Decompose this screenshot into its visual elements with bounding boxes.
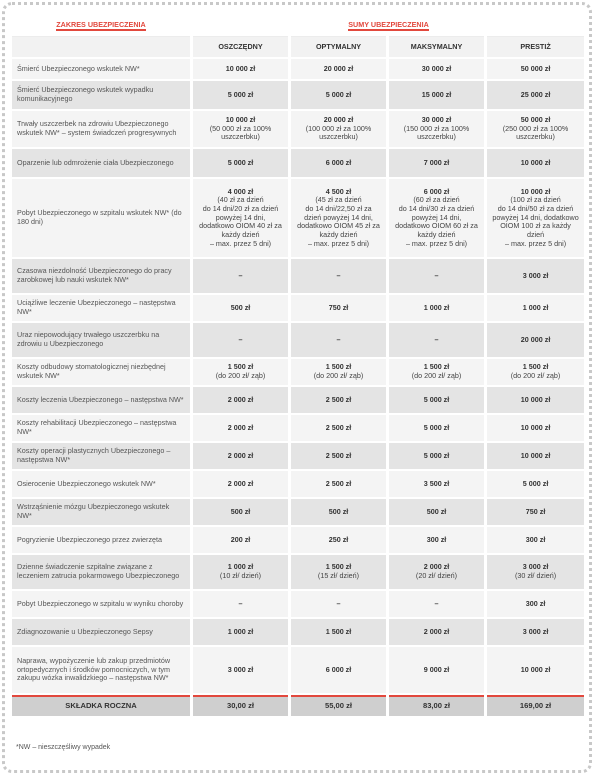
total-label: SKŁADKA ROCZNA — [12, 695, 190, 716]
row-label: Zdiagnozowanie u Ubezpieczonego Sepsy — [12, 619, 190, 645]
cell-value: 4 000 zł (40 zł za dzień do 14 dni/20 zł za dzień powyżej 14 dni, dodatkowo OIOM 40 zł za każdy dzień – max. przez 5 dni) — [193, 179, 288, 257]
cell-value: 750 zł — [291, 295, 386, 321]
cell-value: 25 000 zł — [487, 81, 584, 109]
cell-value: 2 000 zł — [193, 387, 288, 413]
cell-value: 10 000 zł — [487, 149, 584, 177]
footnote: *NW – nieszczęśliwy wypadek — [16, 744, 111, 751]
cell-value: 1 000 zł — [193, 619, 288, 645]
cell-value: 500 zł — [389, 499, 484, 525]
cell-value: – — [389, 259, 484, 293]
cell-value: 6 000 zł — [291, 149, 386, 177]
cell-value: 3 000 zł — [193, 647, 288, 693]
cell-value: 20 000 zł (100 000 zł za 100% uszczerbku) — [291, 111, 386, 147]
cell-value: 10 000 zł — [487, 387, 584, 413]
cell-value: 500 zł — [193, 499, 288, 525]
row-label: Śmierć Ubezpieczonego wskutek wypadku komunikacyjnego — [12, 81, 190, 109]
row-label: Pogryzienie Ubezpieczonego przez zwierzęta — [12, 527, 190, 553]
cell-value: 7 000 zł — [389, 149, 484, 177]
cell-value: 15 000 zł — [389, 81, 484, 109]
cell-value: 500 zł — [193, 295, 288, 321]
cell-value: – — [291, 259, 386, 293]
cell-value: 1 500 zł (do 200 zł/ ząb) — [291, 359, 386, 385]
cell-value: 250 zł — [291, 527, 386, 553]
cell-value: 300 zł — [487, 591, 584, 617]
total-value: 83,00 zł — [389, 695, 484, 716]
header-blank — [12, 36, 190, 57]
row-label: Śmierć Ubezpieczonego wskutek NW* — [12, 59, 190, 79]
table-row — [12, 555, 584, 589]
table-row — [12, 295, 584, 321]
cell-value: 10 000 zł — [487, 647, 584, 693]
cell-value: 1 000 zł — [389, 295, 484, 321]
cell-value: 1 500 zł (do 200 zł/ ząb) — [193, 359, 288, 385]
cell-value: 2 500 zł — [291, 415, 386, 441]
row-label: Koszty rehabilitacji Ubezpieczonego – następstwa NW* — [12, 415, 190, 441]
cell-value: 5 000 zł — [487, 471, 584, 497]
cell-value: 20 000 zł — [291, 59, 386, 79]
cell-value: 300 zł — [487, 527, 584, 553]
insurance-table — [12, 14, 584, 718]
cell-value: 3 000 zł (30 zł/ dzień) — [487, 555, 584, 589]
table-row — [12, 443, 584, 469]
row-label: Wstrząśnienie mózgu Ubezpieczonego wskutek NW* — [12, 499, 190, 525]
cell-value: 2 000 zł (20 zł/ dzień) — [389, 555, 484, 589]
cell-value: 1 500 zł (do 200 zł/ ząb) — [389, 359, 484, 385]
table-row — [12, 471, 584, 497]
table-row — [12, 415, 584, 441]
cell-value: 9 000 zł — [389, 647, 484, 693]
cell-value: 2 000 zł — [193, 415, 288, 441]
cell-value: 1 500 zł (15 zł/ dzień) — [291, 555, 386, 589]
row-label: Naprawa, wypożyczenie lub zakup przedmiotów ortopedycznych i środków pomocniczych, w tym zakupu wózka inwalidzkiego – następstwa NW* — [12, 647, 190, 693]
cell-value: 3 000 zł — [487, 619, 584, 645]
cell-value: 2 500 zł — [291, 387, 386, 413]
row-label: Koszty operacji plastycznych Ubezpieczonego – następstwa NW* — [12, 443, 190, 469]
cell-value: 5 000 zł — [193, 81, 288, 109]
table-row — [12, 81, 584, 109]
cell-value: 750 zł — [487, 499, 584, 525]
table-row — [12, 647, 584, 693]
cell-value: 10 000 zł (50 000 zł za 100% uszczerbku) — [193, 111, 288, 147]
cell-value: 2 000 zł — [389, 619, 484, 645]
cell-value: 20 000 zł — [487, 323, 584, 357]
cell-value: 1 500 zł — [291, 619, 386, 645]
table-row — [12, 387, 584, 413]
table-row — [12, 323, 584, 357]
cell-value: 5 000 zł — [389, 387, 484, 413]
row-label: Koszty leczenia Ubezpieczonego – następstwa NW* — [12, 387, 190, 413]
cell-value: – — [291, 323, 386, 357]
total-row — [12, 695, 584, 716]
cell-value: 10 000 zł — [487, 443, 584, 469]
cell-value: 200 zł — [193, 527, 288, 553]
cell-value: – — [389, 323, 484, 357]
cell-value: – — [193, 591, 288, 617]
cell-value: 5 000 zł — [389, 443, 484, 469]
col-header: OSZCZĘDNY — [193, 36, 288, 57]
cell-value: 5 000 zł — [389, 415, 484, 441]
cell-value: 5 000 zł — [193, 149, 288, 177]
cell-value: 4 500 zł (45 zł za dzień do 14 dni/22,50 zł za dzień powyżej 14 dni, dodatkowo OIOM 45 zł za każdy dzień – max. przez 5 dni) — [291, 179, 386, 257]
table-row — [12, 591, 584, 617]
cell-value: – — [389, 591, 484, 617]
table-row — [12, 179, 584, 257]
cell-value: – — [193, 259, 288, 293]
cell-value: 2 500 zł — [291, 471, 386, 497]
table-row — [12, 149, 584, 177]
table-row — [12, 59, 584, 79]
cell-value: 3 000 zł — [487, 259, 584, 293]
cell-value: 500 zł — [291, 499, 386, 525]
row-label: Trwały uszczerbek na zdrowiu Ubezpieczonego wskutek NW* – system świadczeń progresywnych — [12, 111, 190, 147]
cell-value: 300 zł — [389, 527, 484, 553]
row-label: Koszty odbudowy stomatologicznej niezbędnej wskutek NW* — [12, 359, 190, 385]
cell-value: 1 500 zł (do 200 zł/ ząb) — [487, 359, 584, 385]
cell-value: 2 000 zł — [193, 471, 288, 497]
col-header: OPTYMALNY — [291, 36, 386, 57]
row-label: Oparzenie lub odmrożenie ciała Ubezpieczonego — [12, 149, 190, 177]
table-row — [12, 259, 584, 293]
row-label: Uciążliwe leczenie Ubezpieczonego – następstwa NW* — [12, 295, 190, 321]
row-label: Pobyt Ubezpieczonego w szpitalu wskutek NW* (do 180 dni) — [12, 179, 190, 257]
row-label: Uraz niepowodujący trwałego uszczerbku na zdrowiu u Ubezpieczonego — [12, 323, 190, 357]
cell-value: 5 000 zł — [291, 81, 386, 109]
cell-value: – — [291, 591, 386, 617]
cell-value: 3 500 zł — [389, 471, 484, 497]
cell-value: – — [193, 323, 288, 357]
table-row — [12, 111, 584, 147]
cell-value: 6 000 zł (60 zł za dzień do 14 dni/30 zł za dzień powyżej 14 dni, dodatkowo OIOM 60 zł za każdy dzień – max. przez 5 dni) — [389, 179, 484, 257]
col-header: PRESTIŻ — [487, 36, 584, 57]
col-header: MAKSYMALNY — [389, 36, 484, 57]
total-value: 55,00 zł — [291, 695, 386, 716]
cell-value: 10 000 zł — [193, 59, 288, 79]
table-row — [12, 359, 584, 385]
section-left-title: ZAKRES UBEZPIECZENIA — [56, 19, 146, 29]
total-value: 169,00 zł — [487, 695, 584, 716]
cell-value: 2 500 zł — [291, 443, 386, 469]
cell-value: 10 000 zł — [487, 415, 584, 441]
cell-value: 2 000 zł — [193, 443, 288, 469]
cell-value: 50 000 zł — [487, 59, 584, 79]
row-label: Czasowa niezdolność Ubezpieczonego do pracy zarobkowej lub nauki wskutek NW* — [12, 259, 190, 293]
cell-value: 1 000 zł — [487, 295, 584, 321]
table-row — [12, 619, 584, 645]
cell-value: 6 000 zł — [291, 647, 386, 693]
section-right-title: SUMY UBEZPIECZENIA — [348, 19, 429, 29]
total-value: 30,00 zł — [193, 695, 288, 716]
table-row — [12, 527, 584, 553]
cell-value: 30 000 zł (150 000 zł za 100% uszczerbku) — [389, 111, 484, 147]
cell-value: 30 000 zł — [389, 59, 484, 79]
cell-value: 50 000 zł (250 000 zł za 100% uszczerbku) — [487, 111, 584, 147]
row-label: Dzienne świadczenie szpitalne związane z leczeniem zatrucia pokarmowego Ubezpieczonego — [12, 555, 190, 589]
cell-value: 1 000 zł (10 zł/ dzień) — [193, 555, 288, 589]
row-label: Pobyt Ubezpieczonego w szpitalu w wyniku choroby — [12, 591, 190, 617]
row-label: Osierocenie Ubezpieczonego wskutek NW* — [12, 471, 190, 497]
cell-value: 10 000 zł (100 zł za dzień do 14 dni/50 zł za dzień powyżej 14 dni, dodatkowo OIOM 100 zł za każdy dzień – max. przez 5 dni) — [487, 179, 584, 257]
table-row — [12, 499, 584, 525]
